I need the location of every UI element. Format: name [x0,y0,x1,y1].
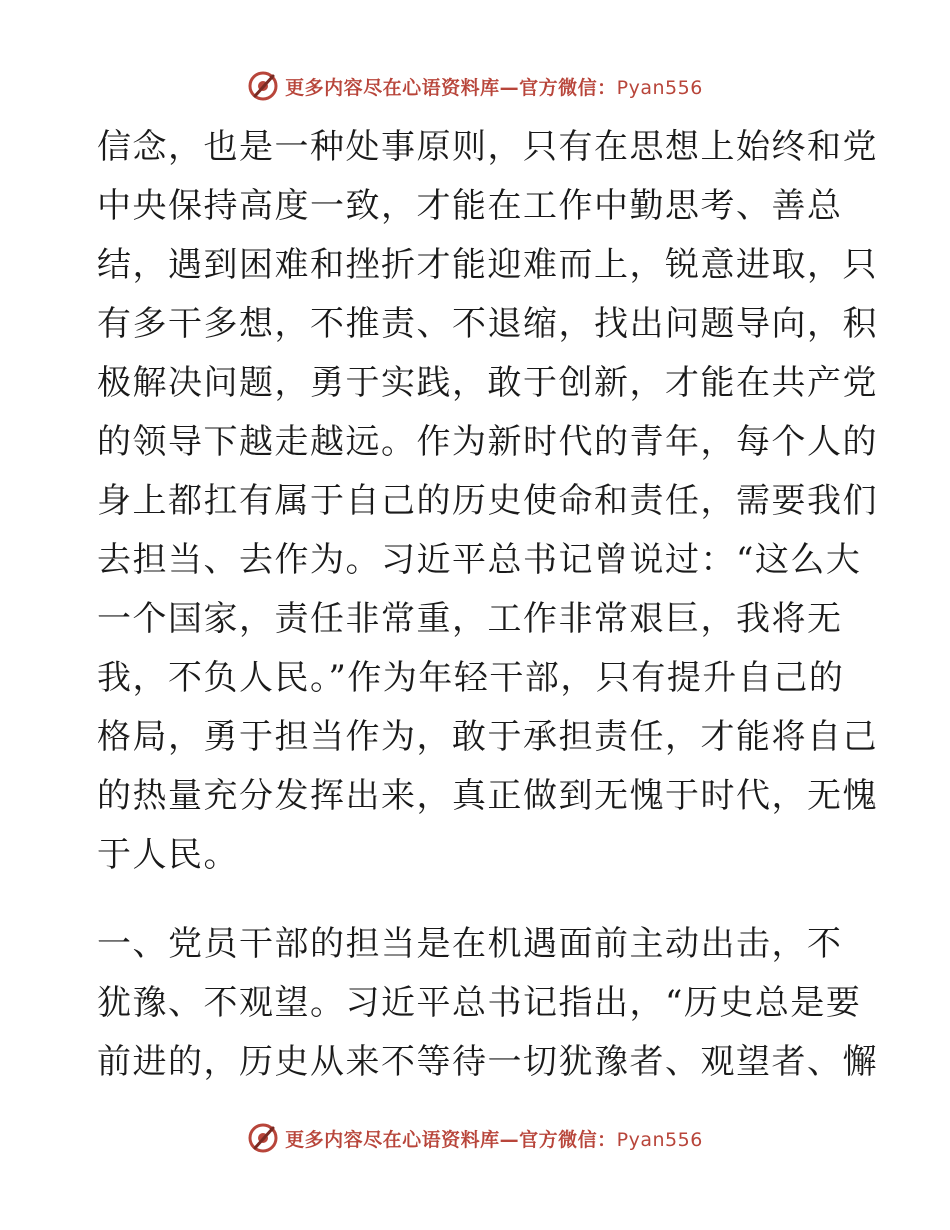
text-line: 于人民。 [97,835,239,875]
text-line: 的领导下越走越远。作为新时代的青年，每个人的 [97,422,878,462]
section-heading-line: 一、党员干部的担当是在机遇面前主动出击，不 [97,924,843,964]
page-header [0,70,950,102]
text-line: 信念，也是一种处事原则，只有在思想上始终和党 [97,127,878,167]
text-line: 格局，勇于担当作为，敢于承担责任，才能将自己 [97,717,878,757]
text-line: 我，不负人民。”作为年轻干部，只有提升自己的 [97,658,845,698]
watermark-wechat-id: Pyan556 [616,76,703,99]
text-line: 的热量充分发挥出来，真正做到无愧于时代，无愧 [97,776,878,816]
watermark-label: 更多内容尽在心语资料库—官方微信： [285,76,617,99]
text-line: 去担当、去作为。习近平总书记曾说过：“这么大 [97,540,862,580]
page-footer [0,1122,950,1154]
paragraph [97,118,878,885]
brand-logo-icon [247,70,279,102]
text-line: 有多干多想，不推责、不退缩，找出问题导向，积 [97,304,878,344]
watermark-text [285,1125,703,1152]
text-line: 前进的，历史从来不等待一切犹豫者、观望者、懈 [97,1042,878,1082]
text-line: 极解决问题，勇于实践，敢于创新，才能在共产党 [97,363,878,403]
watermark-text [285,73,703,100]
watermark-wechat-id: Pyan556 [616,1128,703,1151]
text-line: 身上都扛有属于自己的历史使命和责任，需要我们 [97,481,878,521]
text-line: 一个国家，责任非常重，工作非常艰巨，我将无 [97,599,843,639]
section-paragraph [97,915,878,1092]
text-line: 结，遇到困难和挫折才能迎难而上，锐意进取，只 [97,245,878,285]
brand-logo-icon [247,1122,279,1154]
document-body [97,118,878,1092]
text-line: 中央保持高度一致，才能在工作中勤思考、善总 [97,186,843,226]
text-line: 犹豫、不观望。习近平总书记指出，“历史总是要 [97,983,862,1023]
watermark-label: 更多内容尽在心语资料库—官方微信： [285,1128,617,1151]
